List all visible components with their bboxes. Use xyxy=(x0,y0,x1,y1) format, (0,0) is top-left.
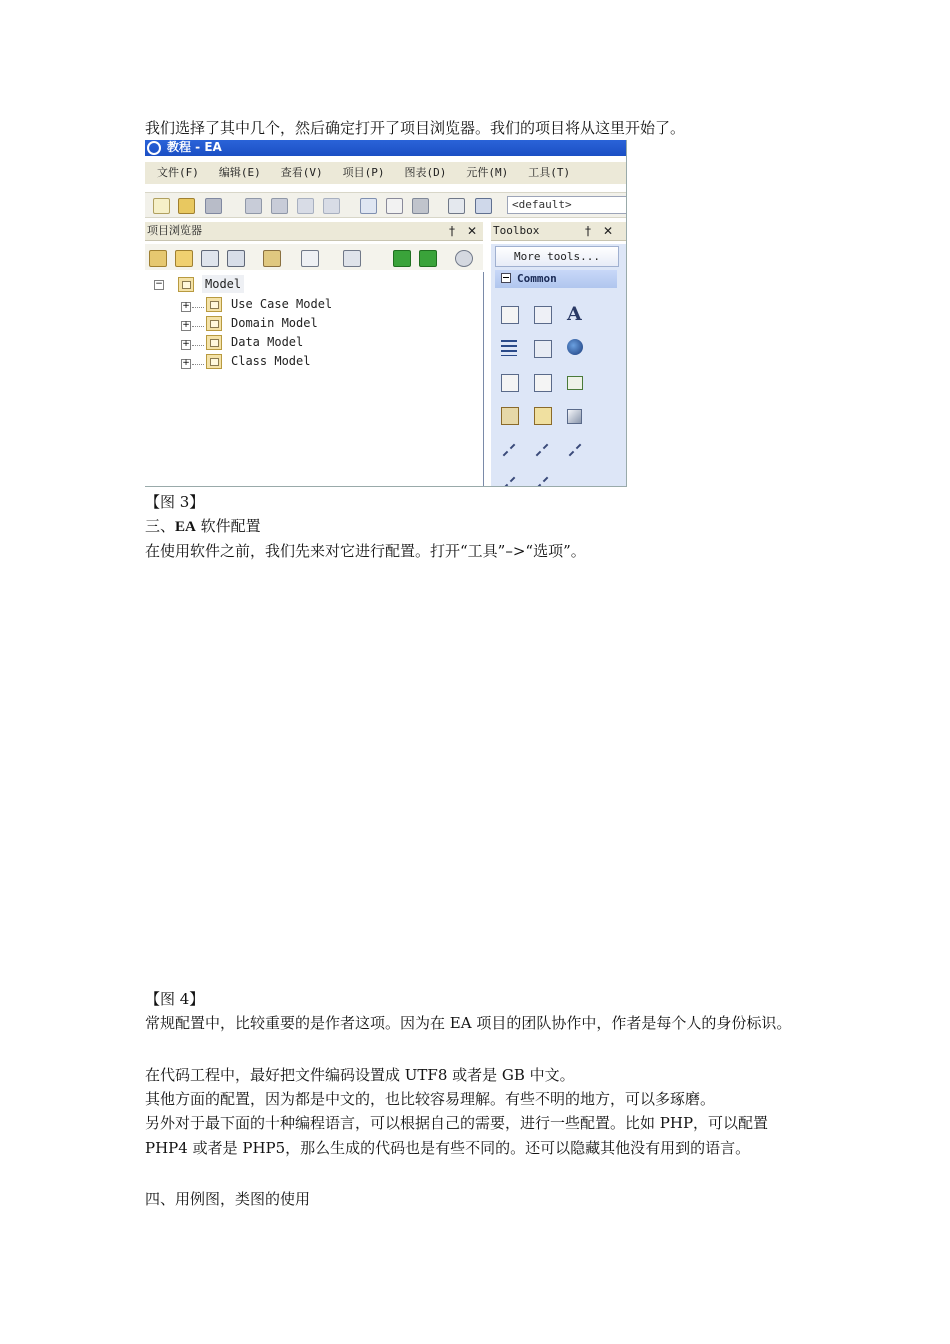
page-icon[interactable] xyxy=(386,198,403,214)
toolbox-panel xyxy=(491,244,626,486)
text-icon[interactable]: A xyxy=(567,303,582,325)
move-up-icon[interactable] xyxy=(393,250,411,267)
document-icon[interactable] xyxy=(501,374,519,392)
paste-icon[interactable] xyxy=(271,198,288,214)
package-icon xyxy=(206,335,222,350)
section-3-suffix: 软件配置 xyxy=(195,517,261,535)
ea-screenshot xyxy=(145,140,627,487)
new-diagram-icon[interactable] xyxy=(227,250,245,267)
project-browser-header xyxy=(145,222,483,241)
find-icon[interactable] xyxy=(263,250,281,267)
tree-item-domain-model[interactable]: Domain Model xyxy=(231,316,318,330)
feature-icon[interactable] xyxy=(534,407,552,425)
project-browser-title: 项目浏览器 xyxy=(147,224,202,237)
pin-icon[interactable]: † xyxy=(449,224,455,238)
save-icon[interactable] xyxy=(205,198,222,214)
change-icon[interactable] xyxy=(501,407,519,425)
expand-icon[interactable]: + xyxy=(182,301,190,311)
edit-icon[interactable] xyxy=(301,250,319,267)
copy-icon[interactable] xyxy=(245,198,262,214)
new-package-icon[interactable] xyxy=(175,250,193,267)
artifact-icon[interactable] xyxy=(534,340,552,358)
toolbox-close-icon[interactable]: ✕ xyxy=(603,224,614,238)
new-model-icon[interactable] xyxy=(149,250,167,267)
window-title-bar xyxy=(145,140,627,156)
ea-logo-icon xyxy=(147,141,161,155)
model-root-icon xyxy=(178,277,194,292)
realize-icon[interactable] xyxy=(569,444,582,457)
element-icon[interactable] xyxy=(343,250,361,267)
collapse-icon xyxy=(501,273,511,283)
issue-icon[interactable] xyxy=(567,376,583,390)
trace-icon[interactable] xyxy=(536,444,549,457)
screen-icon[interactable] xyxy=(567,409,582,424)
expand-icon[interactable]: + xyxy=(182,339,190,349)
redo-icon[interactable] xyxy=(323,198,340,214)
undo-icon[interactable] xyxy=(297,198,314,214)
hyperlink-icon[interactable] xyxy=(567,339,583,355)
paragraph-other-config: 其他方面的配置，因为都是中文的，也比较容易理解。有些不明的地方，可以多琢磨。 xyxy=(145,1090,716,1108)
expand-icon[interactable]: + xyxy=(182,358,190,368)
open-icon[interactable] xyxy=(178,198,195,214)
more-tools-button[interactable]: More tools... xyxy=(495,246,619,267)
figure-4-caption: 【图 4】 xyxy=(145,990,205,1008)
tree-item-data-model[interactable]: Data Model xyxy=(231,335,304,349)
package-icon xyxy=(206,316,222,331)
perspective-combo[interactable]: <default> xyxy=(507,196,627,214)
boundary-icon[interactable] xyxy=(534,306,552,324)
find-icon[interactable] xyxy=(360,198,377,214)
toolbox-title: Toolbox xyxy=(493,224,540,237)
menu-tools[interactable]: 工具(T) xyxy=(528,166,571,179)
section-3-prefix: 三、 xyxy=(145,517,176,535)
zoom-icon[interactable] xyxy=(475,198,492,214)
paragraph-languages: 另外对于最下面的十种编程语言，可以根据自己的需要，进行一些配置。比如 PHP，可以配置 PHP4 或者是 PHP5，那么生成的代码也是有些不同的。还可以隐藏其他没有用到的语言。 xyxy=(145,1114,769,1157)
menu-diagram[interactable]: 图表(D) xyxy=(404,166,447,179)
common-group-header[interactable] xyxy=(495,270,617,288)
toolbox-pin-icon[interactable]: † xyxy=(585,224,591,238)
package-icon xyxy=(206,354,222,369)
tree-item-use-case-model[interactable]: Use Case Model xyxy=(231,297,333,311)
package-icon xyxy=(206,297,222,312)
menu-element[interactable]: 元件(M) xyxy=(466,166,509,179)
config-instruction: 在使用软件之前，我们先来对它进行配置。打开“工具”–>“选项”。 xyxy=(145,542,586,560)
common-label: Common xyxy=(517,272,557,285)
section-3-bold: EA xyxy=(175,519,196,535)
menu-project[interactable]: 项目(P) xyxy=(342,166,385,179)
expand-icon[interactable]: + xyxy=(182,320,190,330)
section-4-heading: 四、用例图，类图的使用 xyxy=(145,1190,311,1208)
close-icon[interactable]: ✕ xyxy=(467,224,478,238)
dependency-icon[interactable] xyxy=(503,444,516,457)
list-icon[interactable] xyxy=(501,340,517,356)
new-icon[interactable] xyxy=(153,198,170,214)
toolbox-header xyxy=(491,222,626,241)
project-browser-toolbar xyxy=(145,244,483,270)
move-down-icon[interactable] xyxy=(419,250,437,267)
help-icon[interactable] xyxy=(455,250,473,267)
section-3-heading xyxy=(145,517,261,536)
requirement-icon[interactable] xyxy=(534,374,552,392)
window-title: 教程 - EA xyxy=(167,140,222,154)
figure-3-caption: 【图 3】 xyxy=(145,493,205,511)
tree-item-model[interactable]: Model xyxy=(202,275,244,293)
menu-view[interactable]: 查看(V) xyxy=(280,166,323,179)
menu-edit[interactable]: 编辑(E) xyxy=(218,166,261,179)
menu-bar xyxy=(145,162,627,184)
tree-item-class-model[interactable]: Class Model xyxy=(231,354,311,368)
constraint-icon[interactable] xyxy=(503,477,516,487)
intro-line: 我们选择了其中几个，然后确定打开了项目浏览器。我们的项目将从这里开始了。 xyxy=(145,119,686,137)
new-view-icon[interactable] xyxy=(201,250,219,267)
project-tree xyxy=(145,272,484,486)
note-link-icon[interactable] xyxy=(536,477,549,487)
collapse-icon[interactable]: − xyxy=(155,279,163,289)
paragraph-author: 常规配置中，比较重要的是作者这项。因为在 EA 项目的团队协作中，作者是每个人的身份标识。 xyxy=(145,1014,792,1032)
menu-file[interactable]: 文件(F) xyxy=(157,166,199,179)
print-icon[interactable] xyxy=(412,198,429,214)
grid-icon[interactable] xyxy=(448,198,465,214)
main-toolbar xyxy=(145,192,626,218)
paragraph-encoding: 在代码工程中，最好把文件编码设置成 UTF8 或者是 GB 中文。 xyxy=(145,1066,575,1084)
note-icon[interactable] xyxy=(501,306,519,324)
